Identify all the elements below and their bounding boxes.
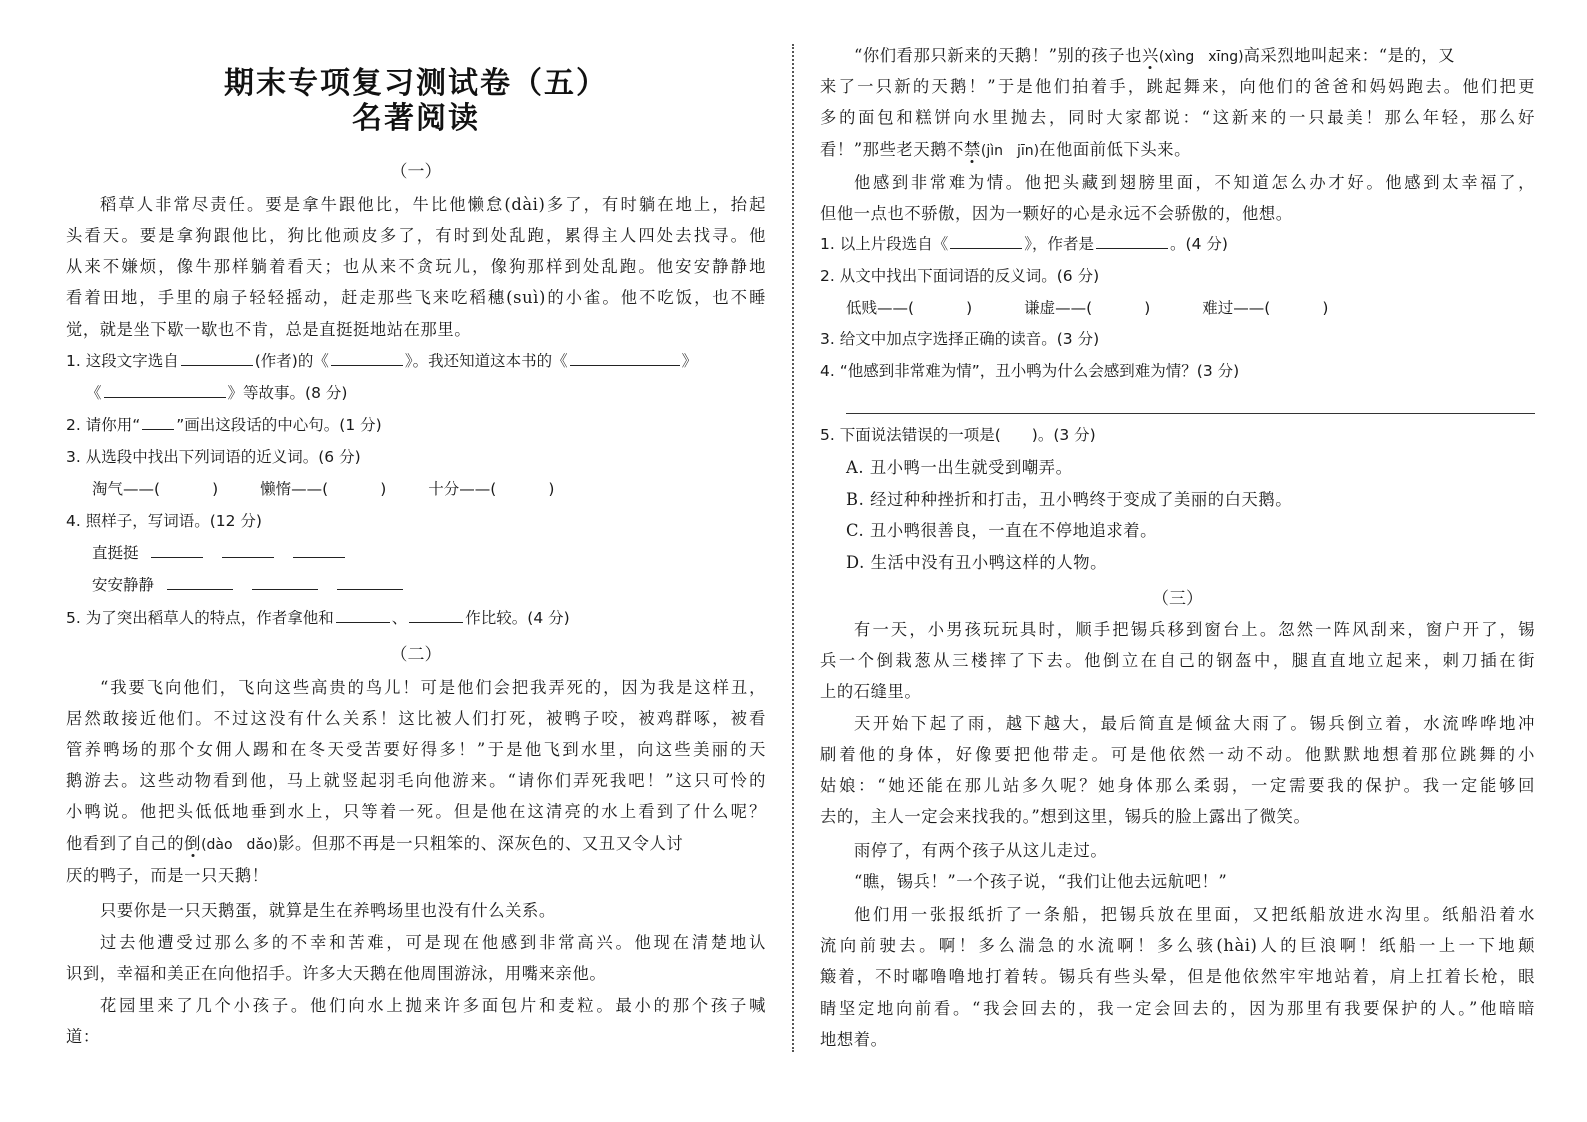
passage-line: 上的石缝里。 [820,682,922,701]
question-4-row: 直挺挺 [66,538,792,569]
section-heading-3: （三） [1152,589,1203,609]
passage-line: 头看天。要是拿狗跟他比，狗比他顽皮多了，有时到处乱跑，累得主人四处去找寻。他 [66,226,766,245]
passage-line: 只要你是一只天鹅蛋，就算是生在养鸭场里也没有什么关系。 [100,901,556,920]
answer-blank[interactable] [104,379,226,398]
answer-blank[interactable] [252,571,318,590]
passage-line: 他看到了自己的倒(dào dǎo)影。但那不再是一只粗笨的、深灰色的、又丑又令人讨 [66,834,684,853]
passage-line: 雨停了，有两个孩子从这儿走过。 [854,841,1108,860]
question-2-2-items: 低贱——( ) 谦虚——( ) 难过——( ) [846,299,1329,317]
passage-line: 他们用一张报纸折了一条船，把锡兵放在里面，又把纸船放进水沟里。纸船沿着水 [854,905,1535,924]
option-a[interactable]: A. 丑小鸭一出生就受到嘲弄。 [846,458,1073,477]
answer-blank[interactable] [331,347,403,366]
passage-line: 稻草人非常尽责任。要是拿牛跟他比，牛比他懒怠(dài)多了，有时躺在地上，抬起 [100,195,766,214]
question-3: 3. 从选段中找出下列词语的近义词。(6 分) [66,448,361,466]
passage-line: 道： [66,1027,100,1046]
passage-line: 看！”那些老天鹅不禁(jìn jīn)在他面前低下头来。 [820,140,1192,159]
dotted-character: 禁 [963,140,981,159]
passage-line: 簸着，不时嘟噜噜地打着转。锡兵有些头晕，但是他依然牢牢地站着，肩上扛着长枪，眼 [820,967,1535,986]
passage-line: 睛坚定地向前看。“我会回去的，我一定会回去的，因为那里有我要保护的人。”他暗暗 [820,999,1535,1018]
pinyin-choice: (xìng xīng) [1158,49,1244,65]
answer-blank[interactable] [409,604,463,623]
pinyin-choice: (jìn jīn) [980,143,1040,159]
passage-line: 过去他遭受过那么多的不幸和苦难，可是现在他感到非常高兴。他现在清楚地认 [100,933,766,952]
passage-line: 觉，就是坐下歇一歇也不肯，总是直挺挺地站在那里。 [66,320,472,339]
passage-line: 管养鸭场的那个女佣人踢和在冬天受苦要好得多！”于是他飞到水里，向这些美丽的天 [66,740,766,759]
answer-blank[interactable] [336,604,390,623]
answer-blank[interactable] [142,411,174,430]
passage-line: 但他一点也不骄傲，因为一颗好的心是永远不会骄傲的，他想。 [820,204,1293,223]
option-c[interactable]: C. 丑小鸭很善良，一直在不停地追求着。 [846,521,1158,540]
passage-line: 去的，主人一定会来找我的。”想到这里，锡兵的脸上露出了微笑。 [820,807,1311,826]
option-d[interactable]: D. 生活中没有丑小鸭这样的人物。 [846,553,1107,572]
passage-line: 天开始下起了雨，越下越大，最后简直是倾盆大雨了。锡兵倒立着，水流哗哗地冲 [854,714,1535,733]
section-heading-1: （一） [390,162,442,182]
passage-line: 他感到非常难为情。他把头藏到翅膀里面，不知道怎么办才好。他感到太幸福了， [854,173,1535,192]
passage-line: 多的面包和糕饼向水里抛去，同时大家都说：“这新来的一只最美！那么年轻，那么好 [820,108,1535,127]
answer-blank[interactable] [293,539,345,558]
question-5: 5. 为了突出稻草人的特点，作者拿他和 、 作比较。(4 分) [66,603,766,634]
passage-line: “瞧，锡兵！”一个孩子说，“我们让他去远航吧！” [854,872,1228,891]
question-2-5: 5. 下面说法错误的一项是( )。(3 分) [820,426,1096,444]
passage-line: 流向前驶去。啊！多么湍急的水流啊！多么骇(hài)人的巨浪啊！纸船一上一下地颠 [820,936,1535,955]
option-b[interactable]: B. 经过种种挫折和打击，丑小鸭终于变成了美丽的白天鹅。 [846,490,1293,509]
question-4-row: 安安静静 [66,570,792,601]
question-2-1: 1. 以上片段选自《 》，作者是 。(4 分) [820,229,1535,260]
passage-line: “我要飞向他们，飞向这些高贵的鸟儿！可是他们会把我弄死的，因为我是这样丑， [100,678,766,697]
column-divider [792,44,794,1052]
passage-line: “你们看那只新来的天鹅！”别的孩子也兴(xìng xīng)高采烈地叫起来：“是的，又 [854,46,1456,65]
answer-blank[interactable] [950,230,1022,249]
pinyin-choice: (dào dǎo) [201,837,279,853]
passage-line: 兵一个倒栽葱从三楼摔了下去。他倒立在自己的钢盔中，腿直直地立起来，刺刀插在街 [820,651,1535,670]
question-2-3: 3. 给文中加点字选择正确的读音。(3 分) [820,330,1100,348]
answer-blank[interactable] [181,347,253,366]
passage-line: 厌的鸭子，而是一只天鹅！ [66,866,269,885]
passage-line: 花园里来了几个小孩子。他们向水上抛来许多面包片和麦粒。最小的那个孩子喊 [100,996,766,1015]
question-2-4: 4. “他感到非常难为情”，丑小鸭为什么会感到难为情？(3 分) [820,362,1240,380]
answer-line[interactable] [846,413,1535,414]
dotted-character: 兴 [1141,46,1159,65]
passage-line: 从来不嫌烦，像牛那样躺着看天；也从来不贪玩儿，像狗那样到处乱跑。他安安静静地 [66,257,766,276]
question-2: 2. 请你用“ ”画出这段话的中心句。(1 分) [66,410,766,441]
page-subtitle: 名著阅读 [352,101,480,136]
passage-line: 刷着他的身体，好像要把他带走。可是他依然一动不动。他默默地想着那位跳舞的小 [820,745,1535,764]
answer-blank[interactable] [1096,230,1168,249]
passage-line: 地想着。 [820,1030,888,1049]
passage-line: 来了一只新的天鹅！”于是他们拍着手，跳起舞来，向他们的爸爸和妈妈跑去。他们把更 [820,77,1535,96]
dotted-character: 倒 [184,834,202,853]
answer-blank[interactable] [167,571,233,590]
answer-blank[interactable] [222,539,274,558]
passage-line: 小鸭说。他把头低低地垂到水上，只等着一死。但是他在这清亮的水上看到了什么呢？ [66,802,766,821]
question-1-cont: 《 》等故事。(8 分) [66,378,786,409]
question-1: 1. 这段文字选自 (作者)的《 》。我还知道这本书的《 》 [66,346,766,377]
answer-blank[interactable] [151,539,203,558]
passage-line: 姑娘：“她还能在那儿站多久呢？她身体那么柔弱，一定需要我的保护。我一定能够回 [820,776,1535,795]
question-3-items: 淘气——( ) 懒惰——( ) 十分——( ) [92,480,555,498]
passage-line: 看着田地，手里的扇子轻轻摇动，赶走那些飞来吃稻穗(suì)的小雀。他不吃饭，也不睡 [66,288,766,307]
answer-blank[interactable] [570,347,680,366]
passage-line: 居然敢接近他们。不过这没有什么关系！这比被人们打死，被鸭子咬，被鸡群啄，被看 [66,709,766,728]
page-title: 期末专项复习测试卷（五） [224,66,608,101]
question-2-2: 2. 从文中找出下面词语的反义词。(6 分) [820,267,1100,285]
section-heading-2: （二） [390,645,442,665]
passage-line: 有一天，小男孩玩玩具时，顺手把锡兵移到窗台上。忽然一阵风刮来，窗户开了，锡 [854,620,1535,639]
passage-line: 识到，幸福和美正在向他招手。许多大天鹅在他周围游泳，用嘴来亲他。 [66,964,607,983]
question-4: 4. 照样子，写词语。(12 分) [66,512,262,530]
passage-line: 鹅游去。这些动物看到他，马上就竖起羽毛向他游来。“请你们弄死我吧！”这只可怜的 [66,771,766,790]
answer-blank[interactable] [337,571,403,590]
